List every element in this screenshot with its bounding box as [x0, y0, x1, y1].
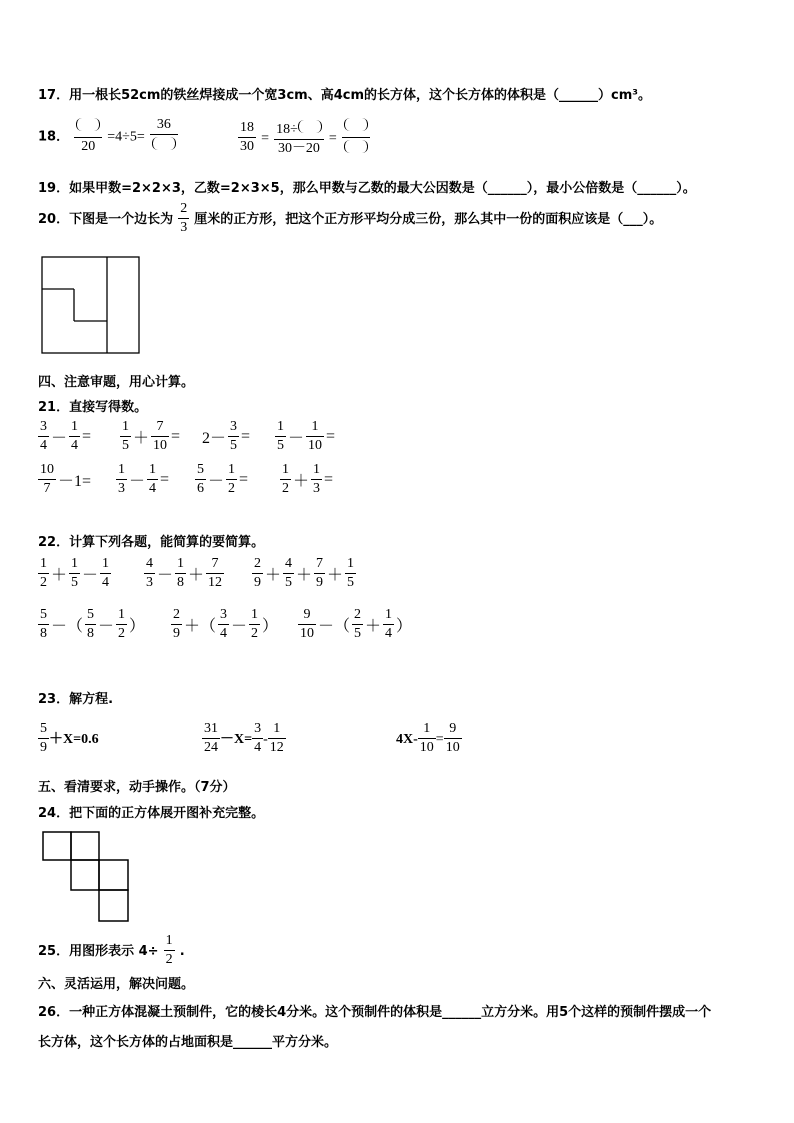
question-18: 18． 20 =4÷5= 36: [38, 118, 178, 154]
q21-item-8: $\frac{1}{2}$ ＋ $\frac{1}{3}$ =: [282, 462, 334, 496]
question-25: 25．用图形表示 4÷ $\frac{1}{2}$ .: [38, 933, 185, 967]
fraction-blank-over-20: 20: [74, 118, 102, 154]
question-26-line-2: 长方体，这个长方体的占地面积是______平方分米。: [38, 1035, 338, 1050]
question-20: 20．下图是一个边长为 $\frac{2}{3}$ 厘米的正方形，把这个正方形平均分成三份，那么其中一份的面积应该是（___）。: [38, 201, 663, 235]
question-19: 19．如果甲数=2×2×3，乙数=2×3×5，那么甲数与乙数的最大公因数是（______），最小公倍数是（______）。: [38, 181, 696, 196]
question-21-title: 21．直接写得数。: [38, 400, 148, 415]
question-18-number: 18．: [38, 129, 70, 145]
q21-item-1: $\frac{3}{4}$ － $\frac{1}{4}$ =: [40, 419, 92, 453]
q22-expr-6: $\frac{9}{10}$ －（ $\frac{2}{5}$ ＋ $\frac{1}{4}$ ）: [300, 607, 413, 641]
question-24-title: 24．把下面的正方体展开图补充完整。: [38, 806, 265, 821]
fraction-expression: $\frac{18\div}{30-20}$: [274, 120, 324, 156]
question-18-part-b: $\frac{18}{30}$ = $\frac{18\div}{30-20}$ =: [238, 118, 370, 157]
q21-item-3: 2－ $\frac{3}{5}$ =: [202, 419, 251, 453]
fraction-18-over-30: $\frac{18}{30}$: [240, 120, 254, 154]
cube-net-figure: [42, 831, 132, 925]
question-23-title: 23．解方程.: [38, 692, 114, 707]
q22-expr-4: $\frac{5}{8}$ －（ $\frac{5}{8}$ － $\frac{1}{2}$ ）: [40, 607, 146, 641]
section-5-title: 五、看清要求，动手操作。（7分）: [38, 780, 236, 795]
section-6-title: 六、灵活运用，解决问题。: [38, 977, 195, 992]
equation-3: 4X- $\frac{1}{10}$ = $\frac{9}{10}$: [396, 721, 460, 755]
q21-item-7: $\frac{5}{6}$ － $\frac{1}{2}$ =: [197, 462, 249, 496]
fraction-two-thirds: $\frac{2}{3}$: [180, 201, 188, 235]
q22-expr-5: $\frac{2}{9}$ ＋（ $\frac{3}{4}$ － $\frac{1}{2}$ ）: [173, 607, 279, 641]
q21-item-5: $\frac{10}{7}$ －1=: [40, 462, 92, 496]
equation-2: $\frac{31}{24}$ －X= $\frac{3}{4}$ - $\frac{1}{12}$: [204, 721, 284, 755]
equation-1: $\frac{5}{9}$ ＋X=0.6: [40, 721, 99, 755]
question-17: 17．用一根长52cm的铁丝焊接成一个宽3cm、高4cm的长方体，这个长方体的体积是（______）cm³。: [38, 88, 651, 103]
question-26-line-1: 26．一种正方体混凝土预制件，它的棱长4分米。这个预制件的体积是______立方分米。用5个这样的预制件摆成一个: [38, 1005, 712, 1020]
section-4-title: 四、注意审题，用心计算。: [38, 375, 195, 390]
fraction-blank-blank: [342, 118, 370, 157]
q22-expr-1: $\frac{1}{2}$ ＋ $\frac{1}{5}$ － $\frac{1}{4}$: [40, 556, 110, 590]
q21-item-2: $\frac{1}{5}$ ＋ $\frac{7}{10}$ =: [122, 419, 181, 453]
q21-item-4: $\frac{1}{5}$ － $\frac{1}{10}$ =: [277, 419, 336, 453]
fraction-36-over-blank: 36: [150, 118, 178, 154]
square-divided-figure: [41, 256, 141, 356]
q22-expr-3: $\frac{2}{9}$ ＋ $\frac{4}{5}$ ＋ $\frac{7}{9}$ ＋ $\frac{1}{5}$: [254, 556, 355, 590]
q21-item-6: $\frac{1}{3}$ － $\frac{1}{4}$ =: [118, 462, 170, 496]
question-22-title: 22．计算下列各题，能简算的要简算。: [38, 535, 265, 550]
q22-expr-2: $\frac{4}{3}$ － $\frac{1}{8}$ ＋ $\frac{7}{12}$: [146, 556, 223, 590]
